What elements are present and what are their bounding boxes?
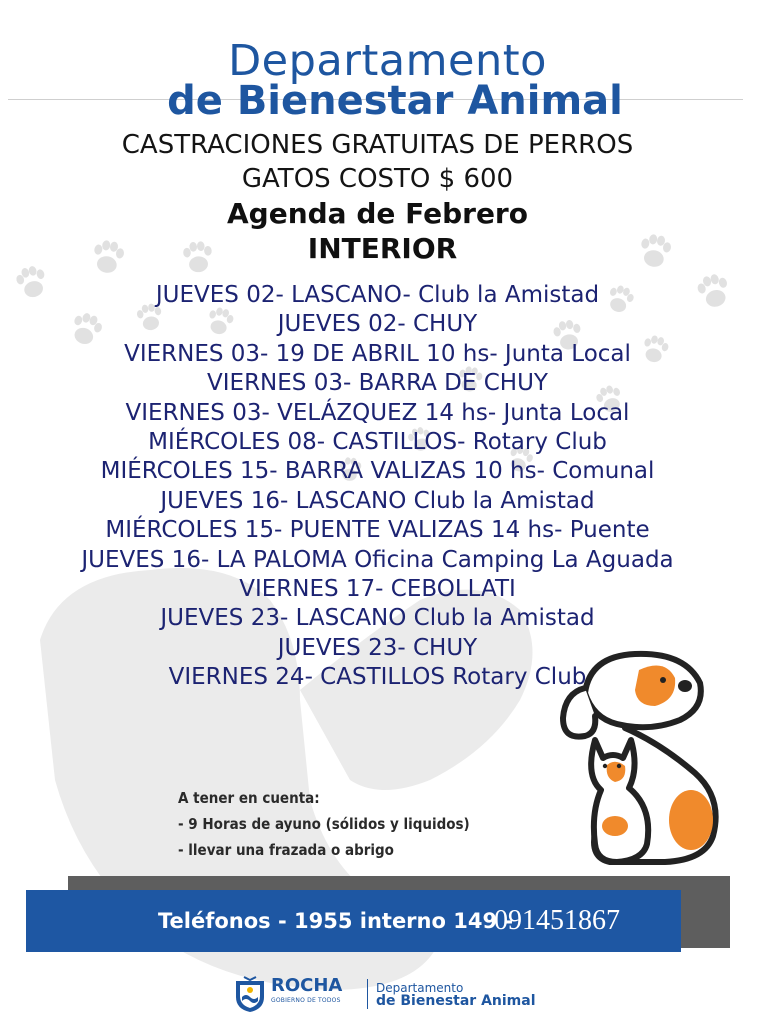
rocha-crest-icon bbox=[233, 975, 267, 1013]
footer-brand-tagline: GOBIERNO DE TODOS bbox=[271, 997, 341, 1004]
notes-item: - 9 Horas de ayuno (sólidos y liquidos) bbox=[178, 815, 470, 833]
schedule-item: VIERNES 17- CEBOLLATI bbox=[239, 575, 516, 602]
contact-banner bbox=[26, 890, 681, 952]
announcement-line1: CASTRACIONES GRATUITAS DE PERROS bbox=[121, 130, 634, 160]
notes-item: - llevar una frazada o abrigo bbox=[178, 841, 394, 859]
schedule-item: MIÉRCOLES 08- CASTILLOS- Rotary Club bbox=[148, 428, 607, 455]
schedule-item: JUEVES 23- LASCANO Club la Amistad bbox=[160, 605, 595, 632]
footer-divider bbox=[367, 979, 368, 1009]
schedule-item: VIERNES 03- 19 DE ABRIL 10 hs- Junta Local bbox=[124, 340, 631, 367]
header-title-line1: Departamento bbox=[228, 36, 547, 86]
notes-title: A tener en cuenta: bbox=[178, 789, 320, 807]
footer bbox=[233, 972, 563, 1016]
footer-brand: ROCHA bbox=[271, 975, 343, 996]
schedule-item: MIÉRCOLES 15- BARRA VALIZAS 10 hs- Comunal bbox=[100, 458, 655, 485]
dog-and-cat-icon bbox=[555, 648, 725, 868]
schedule-item: JUEVES 16- LASCANO Club la Amistad bbox=[160, 487, 595, 514]
schedule-item: VIERNES 24- CASTILLOS Rotary Club bbox=[168, 664, 587, 691]
schedule-item: JUEVES 23- CHUY bbox=[277, 634, 478, 661]
notes bbox=[178, 785, 470, 863]
contact-label: Teléfonos - 1955 interno 149 - bbox=[158, 909, 514, 933]
agenda-subtitle: INTERIOR bbox=[307, 232, 458, 265]
footer-dept-line2: de Bienestar Animal bbox=[376, 993, 536, 1009]
schedule-item: MIÉRCOLES 15- PUENTE VALIZAS 14 hs- Puente bbox=[105, 517, 650, 544]
schedule-item: JUEVES 02- CHUY bbox=[277, 311, 478, 338]
announcement-line2: GATOS COSTO $ 600 bbox=[241, 164, 514, 194]
schedule-item: JUEVES 16- LA PALOMA Oficina Camping La Aguada bbox=[81, 546, 674, 573]
contact-phone: 091451867 bbox=[494, 905, 620, 936]
schedule-item: VIERNES 03- BARRA DE CHUY bbox=[207, 370, 548, 397]
schedule-item: JUEVES 02- LASCANO- Club la Amistad bbox=[155, 282, 600, 308]
schedule-list bbox=[0, 281, 755, 692]
footer-dept-line1: Departamento bbox=[376, 981, 464, 995]
agenda-title: Agenda de Febrero bbox=[227, 197, 528, 230]
header-title-line2: de Bienestar Animal bbox=[167, 78, 623, 124]
schedule-item: VIERNES 03- VELÁZQUEZ 14 hs- Junta Local bbox=[125, 399, 630, 426]
